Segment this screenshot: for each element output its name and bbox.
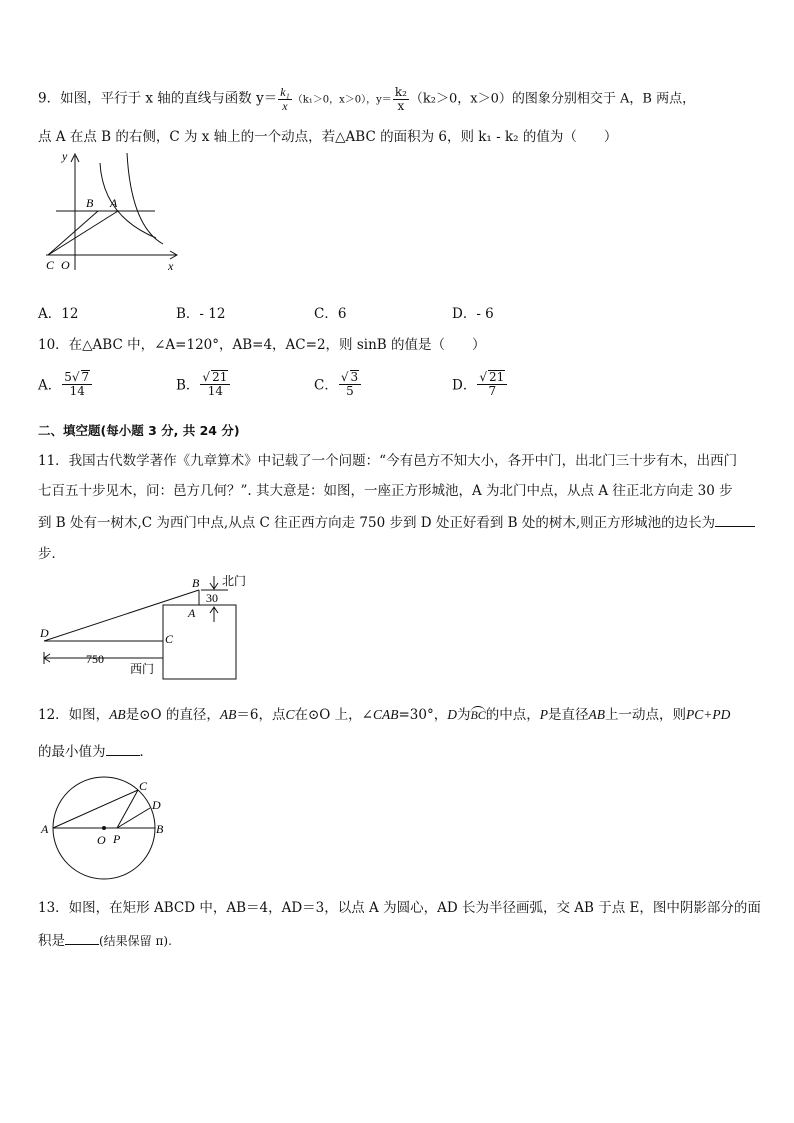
q10-option-b[interactable] [176, 370, 231, 397]
q10-option-a-label: A． [38, 377, 62, 394]
q12-text-10: D [447, 707, 457, 722]
q12-text-6: C [285, 707, 295, 722]
q9-frac2-num: k₂ [394, 85, 407, 99]
q9-segment-CB [48, 211, 98, 255]
q11-label-B: B [192, 576, 200, 590]
q12-text-17: PC+PD [686, 707, 731, 722]
q13-line2-start: 积是 [38, 933, 65, 949]
q12-label-D: D [152, 798, 161, 812]
q12-label-C: C [139, 779, 148, 793]
section-2-heading: 二、填空题(每小题 3 分, 共 24 分) [38, 423, 240, 438]
q9-text-3: （k₂＞0，x＞0）的图象分别相交于 A，B 两点， [409, 91, 696, 107]
q11-line3-text: 到 B 处有一树木,C 为西门中点,从点 C 往正西方向走 750 步到 D 处正好看到 B 处的树木,则正方形城池的边长为 [38, 515, 716, 531]
q10-option-b-numerator: √ 21 [200, 370, 230, 385]
q10-option-a-coef: 5 [64, 370, 72, 384]
q10-option-c-fraction [339, 370, 361, 397]
q9-label-A: A [110, 196, 118, 210]
q11-figure [38, 572, 256, 680]
q11-line1: 11．我国古代数学著作《九章算术》中记载了一个问题：“今有邑方不知大小，各开中门，出北门三十步有木，出西门 [38, 453, 738, 469]
q12-center-dot [102, 826, 106, 830]
q11-label-30: 30 [206, 591, 218, 605]
q9-frac1-num: k₁ [280, 85, 290, 99]
q10-option-d-label: D． [452, 377, 477, 394]
q12-figure [38, 772, 170, 880]
q12-label-P: P [113, 832, 121, 846]
q12-text-13: P [539, 707, 549, 722]
q12-arc-bc: BC [470, 708, 486, 722]
q11-line-DB [44, 590, 199, 641]
q13-line1: 13．如图，在矩形 ABCD 中，AB＝4，AD＝3，以点 A 为圆心，AD 长为半径画弧，交 AB 于点 E，图中阴影部分的面 [38, 900, 761, 916]
q12-label-A: A [41, 822, 49, 836]
q10-option-d-radicand: 21 [488, 370, 505, 384]
q12-text-4: AB [219, 707, 237, 722]
q11-label-west-gate: 西门 [130, 662, 155, 676]
q11-answer-blank[interactable] [715, 514, 755, 527]
q10-option-a-fraction [62, 370, 92, 397]
q10-option-d-fraction [477, 370, 507, 397]
q10-stem: 10．在△ABC 中，∠A=120°，AB=4，AC=2，则 sinB 的值是（ ） [38, 337, 486, 353]
q11-square-city [163, 605, 236, 679]
q10-option-c-label: C． [314, 377, 338, 394]
q9-label-x: x [168, 259, 174, 273]
q12-text-3: 是⊙O 的直径， [125, 707, 220, 723]
q9-number: 9． [38, 90, 61, 107]
q10-option-a-numerator: 5√ 7 [62, 370, 92, 385]
q9-line1 [38, 86, 695, 112]
q12-text-9: =30°， [398, 707, 448, 723]
q9-label-O: O [61, 258, 70, 272]
q9-text-1: 如图，平行于 x 轴的直线与函数 y＝ [60, 90, 278, 107]
q12-line1 [38, 703, 730, 723]
q11-label-north-gate: 北门 [222, 574, 247, 588]
q12-chord-AC [53, 790, 138, 828]
q11-label-750: 750 [86, 652, 104, 666]
q13-line2-end: (结果保留 π). [99, 934, 172, 948]
q9-frac1-den: x [282, 98, 288, 113]
q12-text-5: ＝6，点 [236, 707, 286, 723]
q13-line2 [38, 929, 172, 949]
q9-figure [38, 148, 183, 278]
q9-fraction-1 [278, 86, 292, 112]
q11-label-C: C [165, 632, 174, 646]
q10-option-a-denominator: 14 [69, 383, 85, 398]
q10-option-d[interactable] [452, 370, 508, 397]
q12-text-7: 在⊙O 上，∠ [294, 707, 373, 723]
q9-option-b[interactable]: B．- 12 [176, 306, 226, 322]
q12-answer-blank[interactable] [106, 743, 140, 756]
q12-text-11: 为 [456, 707, 471, 723]
q9-option-a[interactable]: A．12 [38, 306, 79, 322]
q9-curve-k1 [127, 153, 163, 244]
q11-line2: 七百五十步见木，问：邑方几何？”. 其大意是：如图，一座正方形城池，A 为北门中点，从点 A 往正北方向走 30 步 [38, 483, 733, 499]
q10-option-d-denominator: 7 [488, 383, 497, 398]
q9-segment-CA [48, 211, 118, 255]
q9-frac2-den: x [397, 98, 405, 113]
q9-label-C: C [46, 258, 55, 272]
q10-option-a-radicand: 7 [81, 370, 90, 384]
q10-option-b-label: B． [176, 377, 200, 394]
q12-text-14: 是直径 [548, 707, 589, 723]
q10-option-b-fraction [200, 370, 230, 397]
q12-label-O: O [97, 833, 106, 847]
q12-text-8: CAB [372, 707, 399, 722]
q9-label-y: y [62, 149, 68, 163]
q9-label-B: B [86, 196, 94, 210]
q12-segment-PD [117, 808, 150, 828]
q12-text-2: AB [109, 707, 126, 722]
q12-text-16: 上一动点，则 [605, 707, 687, 723]
q11-label-D: D [40, 626, 49, 640]
q10-option-c-denominator: 5 [346, 383, 354, 398]
q9-curve-k2 [100, 163, 156, 238]
q12-text-12: 的中点， [485, 707, 540, 723]
q11-line4: 步． [38, 546, 65, 562]
q10-option-d-numerator: √ 21 [477, 370, 507, 385]
q12-line2-text: 的最小值为 [38, 744, 106, 760]
q13-answer-blank[interactable] [65, 932, 99, 945]
q11-label-A: A [188, 606, 196, 620]
q12-segment-PC [117, 790, 138, 828]
q10-option-b-radicand: 21 [212, 370, 228, 384]
q10-option-c-radicand: 3 [350, 370, 359, 384]
q12-text-1: 12．如图， [38, 707, 110, 723]
q10-option-b-denominator: 14 [207, 383, 224, 398]
q9-option-d[interactable]: D．- 6 [452, 306, 494, 322]
q10-option-c-numerator: √ 3 [339, 370, 361, 385]
q9-option-c[interactable]: C．6 [314, 306, 347, 322]
q9-line2: 点 A 在点 B 的右侧，C 为 x 轴上的一个动点，若△ABC 的面积为 6，则 k₁ - k₂ 的值为（ ） [38, 129, 618, 145]
q12-label-B: B [156, 822, 164, 836]
q12-line2 [38, 740, 153, 760]
q9-text-2: （k₁＞0，x＞0），y＝ [292, 94, 392, 106]
q9-fraction-2 [393, 86, 409, 112]
q11-line3 [38, 511, 755, 531]
q10-option-c[interactable] [314, 370, 362, 397]
q12-text-15: AB [588, 707, 606, 722]
q10-option-a[interactable] [38, 370, 93, 397]
q12-line2-end: ． [139, 744, 153, 760]
